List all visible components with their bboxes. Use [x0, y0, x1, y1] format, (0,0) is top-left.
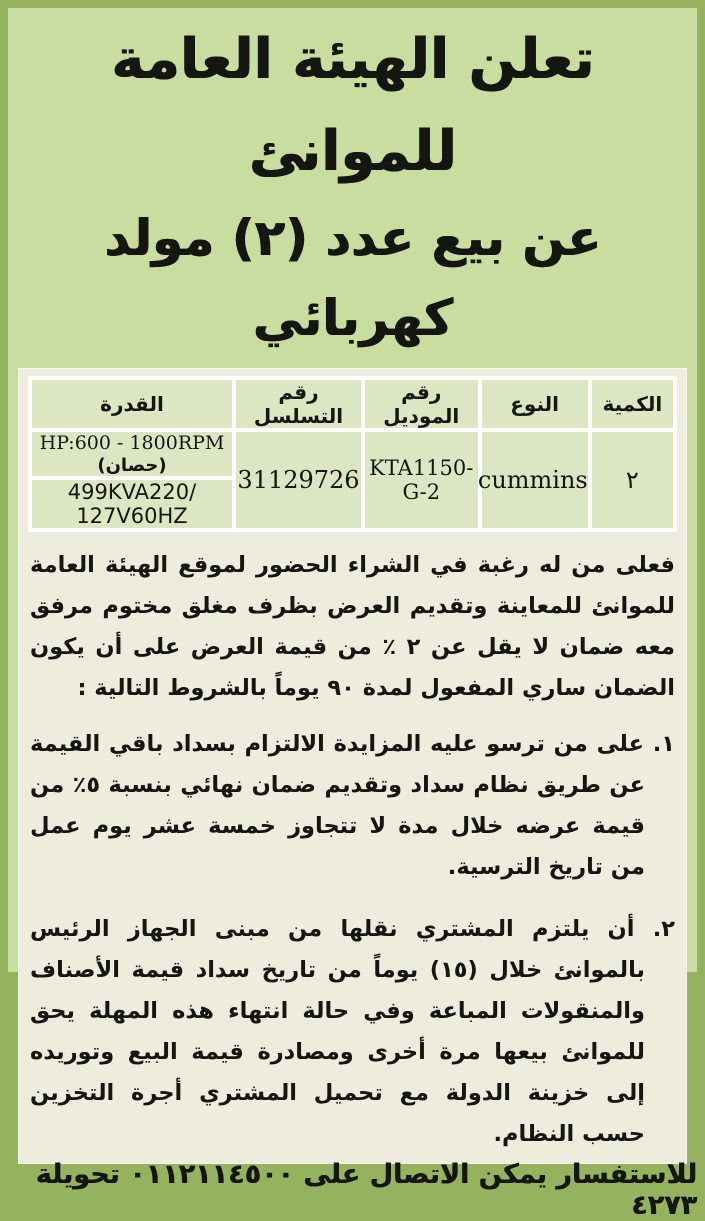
content-panel [18, 368, 687, 1164]
contact-info-text: للاستفسار يمكن الاتصال على ٠١١٢١١٤٥٠٠ تحويلة ٤٢٧٣ [35, 1159, 697, 1221]
ad-masthead [8, 14, 697, 358]
cell-capacity-hp [32, 432, 232, 476]
cell-serial-number: 31129726 [236, 432, 361, 528]
capacity-kva-value: 499KVA220/ 127V60HZ [67, 480, 197, 528]
cell-type: cummins [482, 432, 588, 528]
table-header-row [32, 380, 673, 428]
capacity-hp-unit: (حصان) [97, 455, 167, 476]
generators-spec-table [28, 376, 677, 532]
condition-item-1: ١. على من ترسو عليه المزايدة الالتزام بسداد باقي القيمة عن طريق نظام سداد وتقديم ضمان نهائي بنسبة ٥٪ من قيمة عرضه خلال مدة لا تتجاوز خمسة عشر يوم عمل من تاريخ الترسية. [30, 731, 675, 880]
header-quantity: الكمية [592, 380, 673, 428]
header-model-number: رقم الموديل [365, 380, 478, 428]
intro-paragraph: فعلى من له رغبة في الشراء الحضور لموقع الهيئة العامة للموانئ للمعاينة وتقديم العرض بظرف مغلق مختوم مرفق معه ضمان لا يقل عن ٢ ٪ من قيمة العرض على أن يكون الضمان ساري المفعول لمدة ٩٠ يوماً بالشروط التالية : [30, 552, 675, 701]
ad-page [8, 8, 697, 1221]
header-capacity: القدرة [32, 380, 232, 428]
cell-model-number: KTA1150-G-2 [365, 432, 478, 528]
cell-capacity-kva [32, 480, 232, 528]
header-serial-number: رقم التسلسل [236, 380, 361, 428]
cell-quantity: ٢ [592, 432, 673, 528]
condition-item-2: ٢. أن يلتزم المشتري نقلها من مبنى الجهاز الرئيس بالموانئ خلال (١٥) يوماً من تاريخ سداد قيمة الأصناف والمنقولات المباعة وفي حالة انتهاء هذه المهلة يحق للموانئ بيعها مرة أخرى ومصادرة قيمة البيع وتوريده إلى خزينة الدولة مع تحميل المشتري أجرة التخزين حسب النظام. [30, 916, 675, 1147]
header-type: النوع [482, 380, 588, 428]
ad-title-line-1: تعلن الهيئة العامة للموانئ [110, 27, 595, 184]
capacity-hp-value: HP:600 - 1800RPM [39, 432, 225, 454]
ad-title-line-2: عن بيع عدد (٢) مولد كهربائي [103, 209, 602, 347]
table-data-row [32, 432, 673, 476]
contact-footer [8, 1159, 697, 1221]
